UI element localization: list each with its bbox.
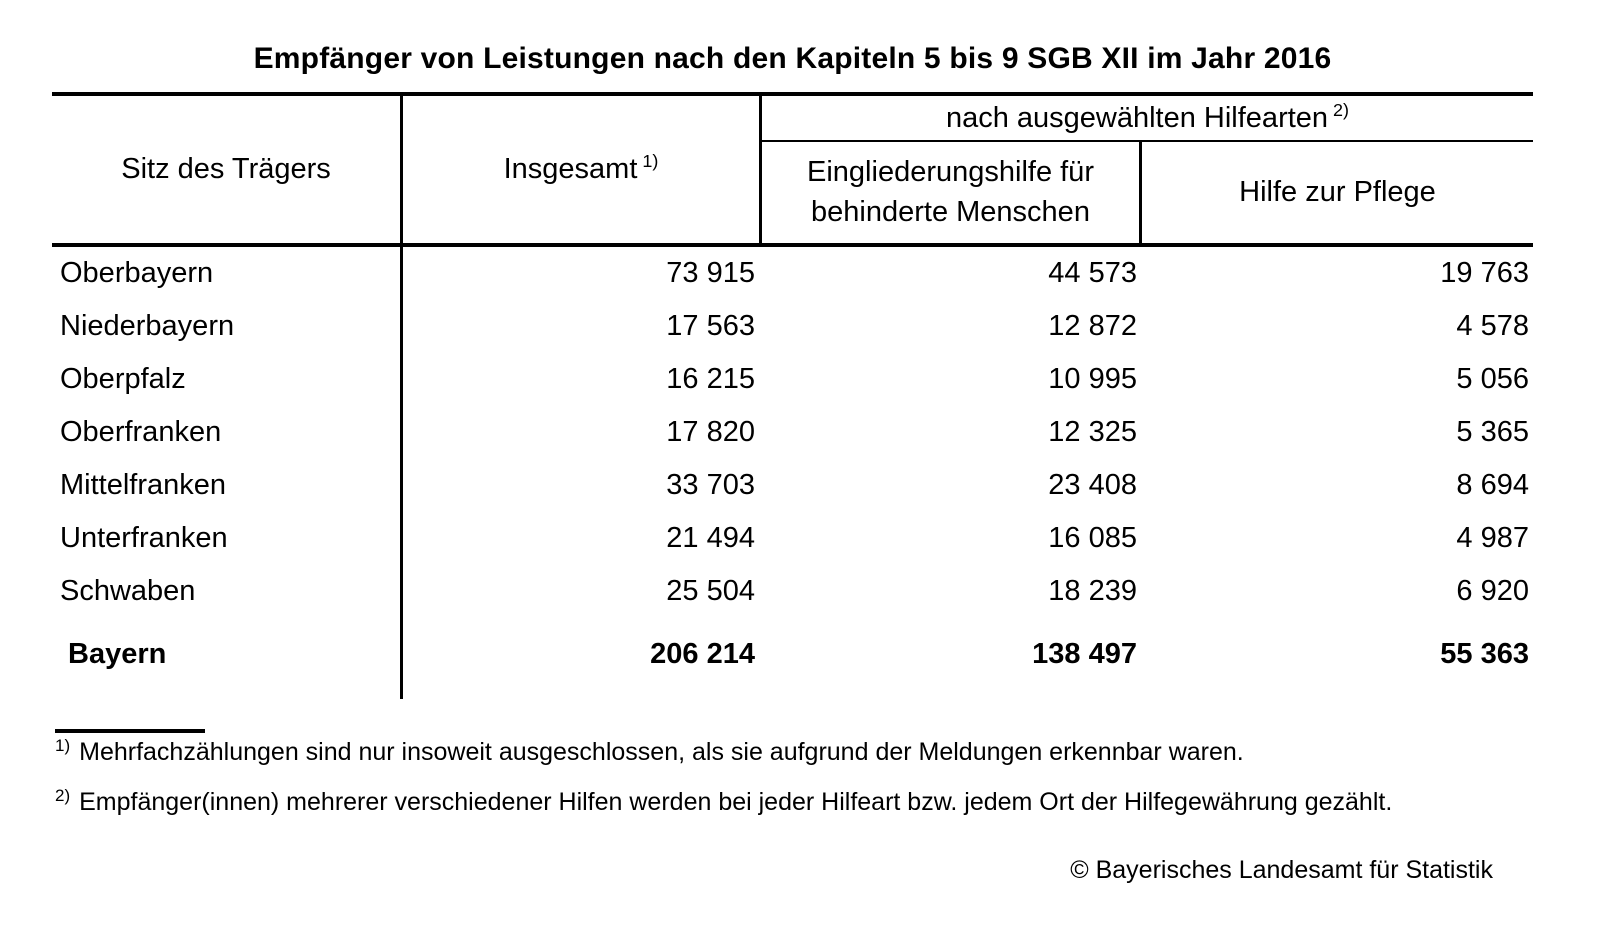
header-insgesamt-label: Insgesamt $^{1)}$ [503, 151, 659, 185]
value-insgesamt: 73 915 [666, 257, 755, 289]
value-pflege: 6 920 [1456, 575, 1529, 607]
table-row-schwaben [52, 565, 1533, 618]
value-pflege: 19 763 [1440, 257, 1529, 289]
table-header [52, 92, 1533, 247]
value-insgesamt: 25 504 [666, 575, 755, 607]
total-insgesamt: 206 214 [650, 638, 755, 670]
header-eingliederungshilfe [762, 142, 1142, 243]
column-divider-line [400, 247, 403, 699]
footnote-1 [55, 735, 1515, 767]
table-row-mittelfranken [52, 459, 1533, 512]
row-label: Unterfranken [60, 522, 228, 554]
value-pflege: 8 694 [1456, 469, 1529, 501]
footnote-ref-1: 1) [642, 151, 659, 172]
value-eingliederung: 12 325 [1048, 416, 1137, 448]
header-hilfe-zur-pflege [1142, 142, 1533, 243]
header-sitz-des-traegers [52, 96, 403, 243]
value-eingliederung: 16 085 [1048, 522, 1137, 554]
footnote-ref-2: 2) [1333, 99, 1350, 120]
row-label: Schwaben [60, 575, 196, 607]
table-row-total-bayern [52, 628, 1533, 681]
header-group-hilfearten [762, 96, 1533, 243]
value-eingliederung: 12 872 [1048, 310, 1137, 342]
value-pflege: 5 365 [1456, 416, 1529, 448]
value-pflege: 4 987 [1456, 522, 1529, 554]
row-label: Oberbayern [60, 257, 214, 289]
value-eingliederung: 23 408 [1048, 469, 1137, 501]
row-label: Oberpfalz [60, 363, 186, 395]
table-row-oberpfalz [52, 353, 1533, 406]
table-row-oberbayern [52, 247, 1533, 300]
header-sitz-label: Sitz des Trägers [121, 153, 331, 185]
header-group-label: nach ausgewählten Hilfearten $^{2)}$ [945, 99, 1350, 134]
header-insgesamt [403, 96, 762, 243]
value-insgesamt: 16 215 [666, 363, 755, 395]
value-eingliederung: 18 239 [1048, 575, 1137, 607]
value-insgesamt: 17 820 [666, 416, 755, 448]
table-body [52, 247, 1533, 681]
total-row-label: Bayern [68, 638, 167, 670]
footnote-1-text: Mehrfachzählungen sind nur insoweit ausgeschlossen, als sie aufgrund der Meldungen erkennbar waren. [79, 738, 1244, 766]
value-eingliederung: 10 995 [1048, 363, 1137, 395]
value-pflege: 5 056 [1456, 363, 1529, 395]
header-group-title [762, 96, 1533, 142]
row-label: Mittelfranken [60, 469, 227, 501]
value-insgesamt: 21 494 [666, 522, 755, 554]
page-title: Empfänger von Leistungen nach den Kapiteln 5 bis 9 SGB XII im Jahr 2016 [253, 42, 1332, 75]
footnote-separator-rule [55, 729, 205, 733]
table-row-oberfranken [52, 406, 1533, 459]
row-label: Niederbayern [60, 310, 235, 342]
copyright-notice: © Bayerisches Landesamt für Statistik [1070, 856, 1493, 884]
header-eingliederungshilfe-label: Eingliederungshilfe für behinderte Menschen [807, 156, 1094, 228]
table-row-unterfranken [52, 512, 1533, 565]
total-pflege: 55 363 [1440, 638, 1529, 670]
header-group-subcolumns [762, 142, 1533, 243]
row-label: Oberfranken [60, 416, 222, 448]
value-pflege: 4 578 [1456, 310, 1529, 342]
statistics-table [52, 92, 1533, 681]
total-eingliederung: 138 497 [1032, 638, 1137, 670]
table-row-niederbayern [52, 300, 1533, 353]
value-eingliederung: 44 573 [1048, 257, 1137, 289]
footnote-2 [55, 785, 1515, 817]
header-pflege-label: Hilfe zur Pflege [1239, 176, 1436, 208]
footnote-2-marker: 2) [55, 785, 71, 805]
value-insgesamt: 33 703 [666, 469, 755, 501]
footnote-2-text: Empfänger(innen) mehrerer verschiedener Hilfen werden bei jeder Hilfeart bzw. jedem Ort der Hilfegewährung gezählt. [79, 788, 1393, 816]
value-insgesamt: 17 563 [666, 310, 755, 342]
footnote-1-marker: 1) [55, 735, 71, 755]
